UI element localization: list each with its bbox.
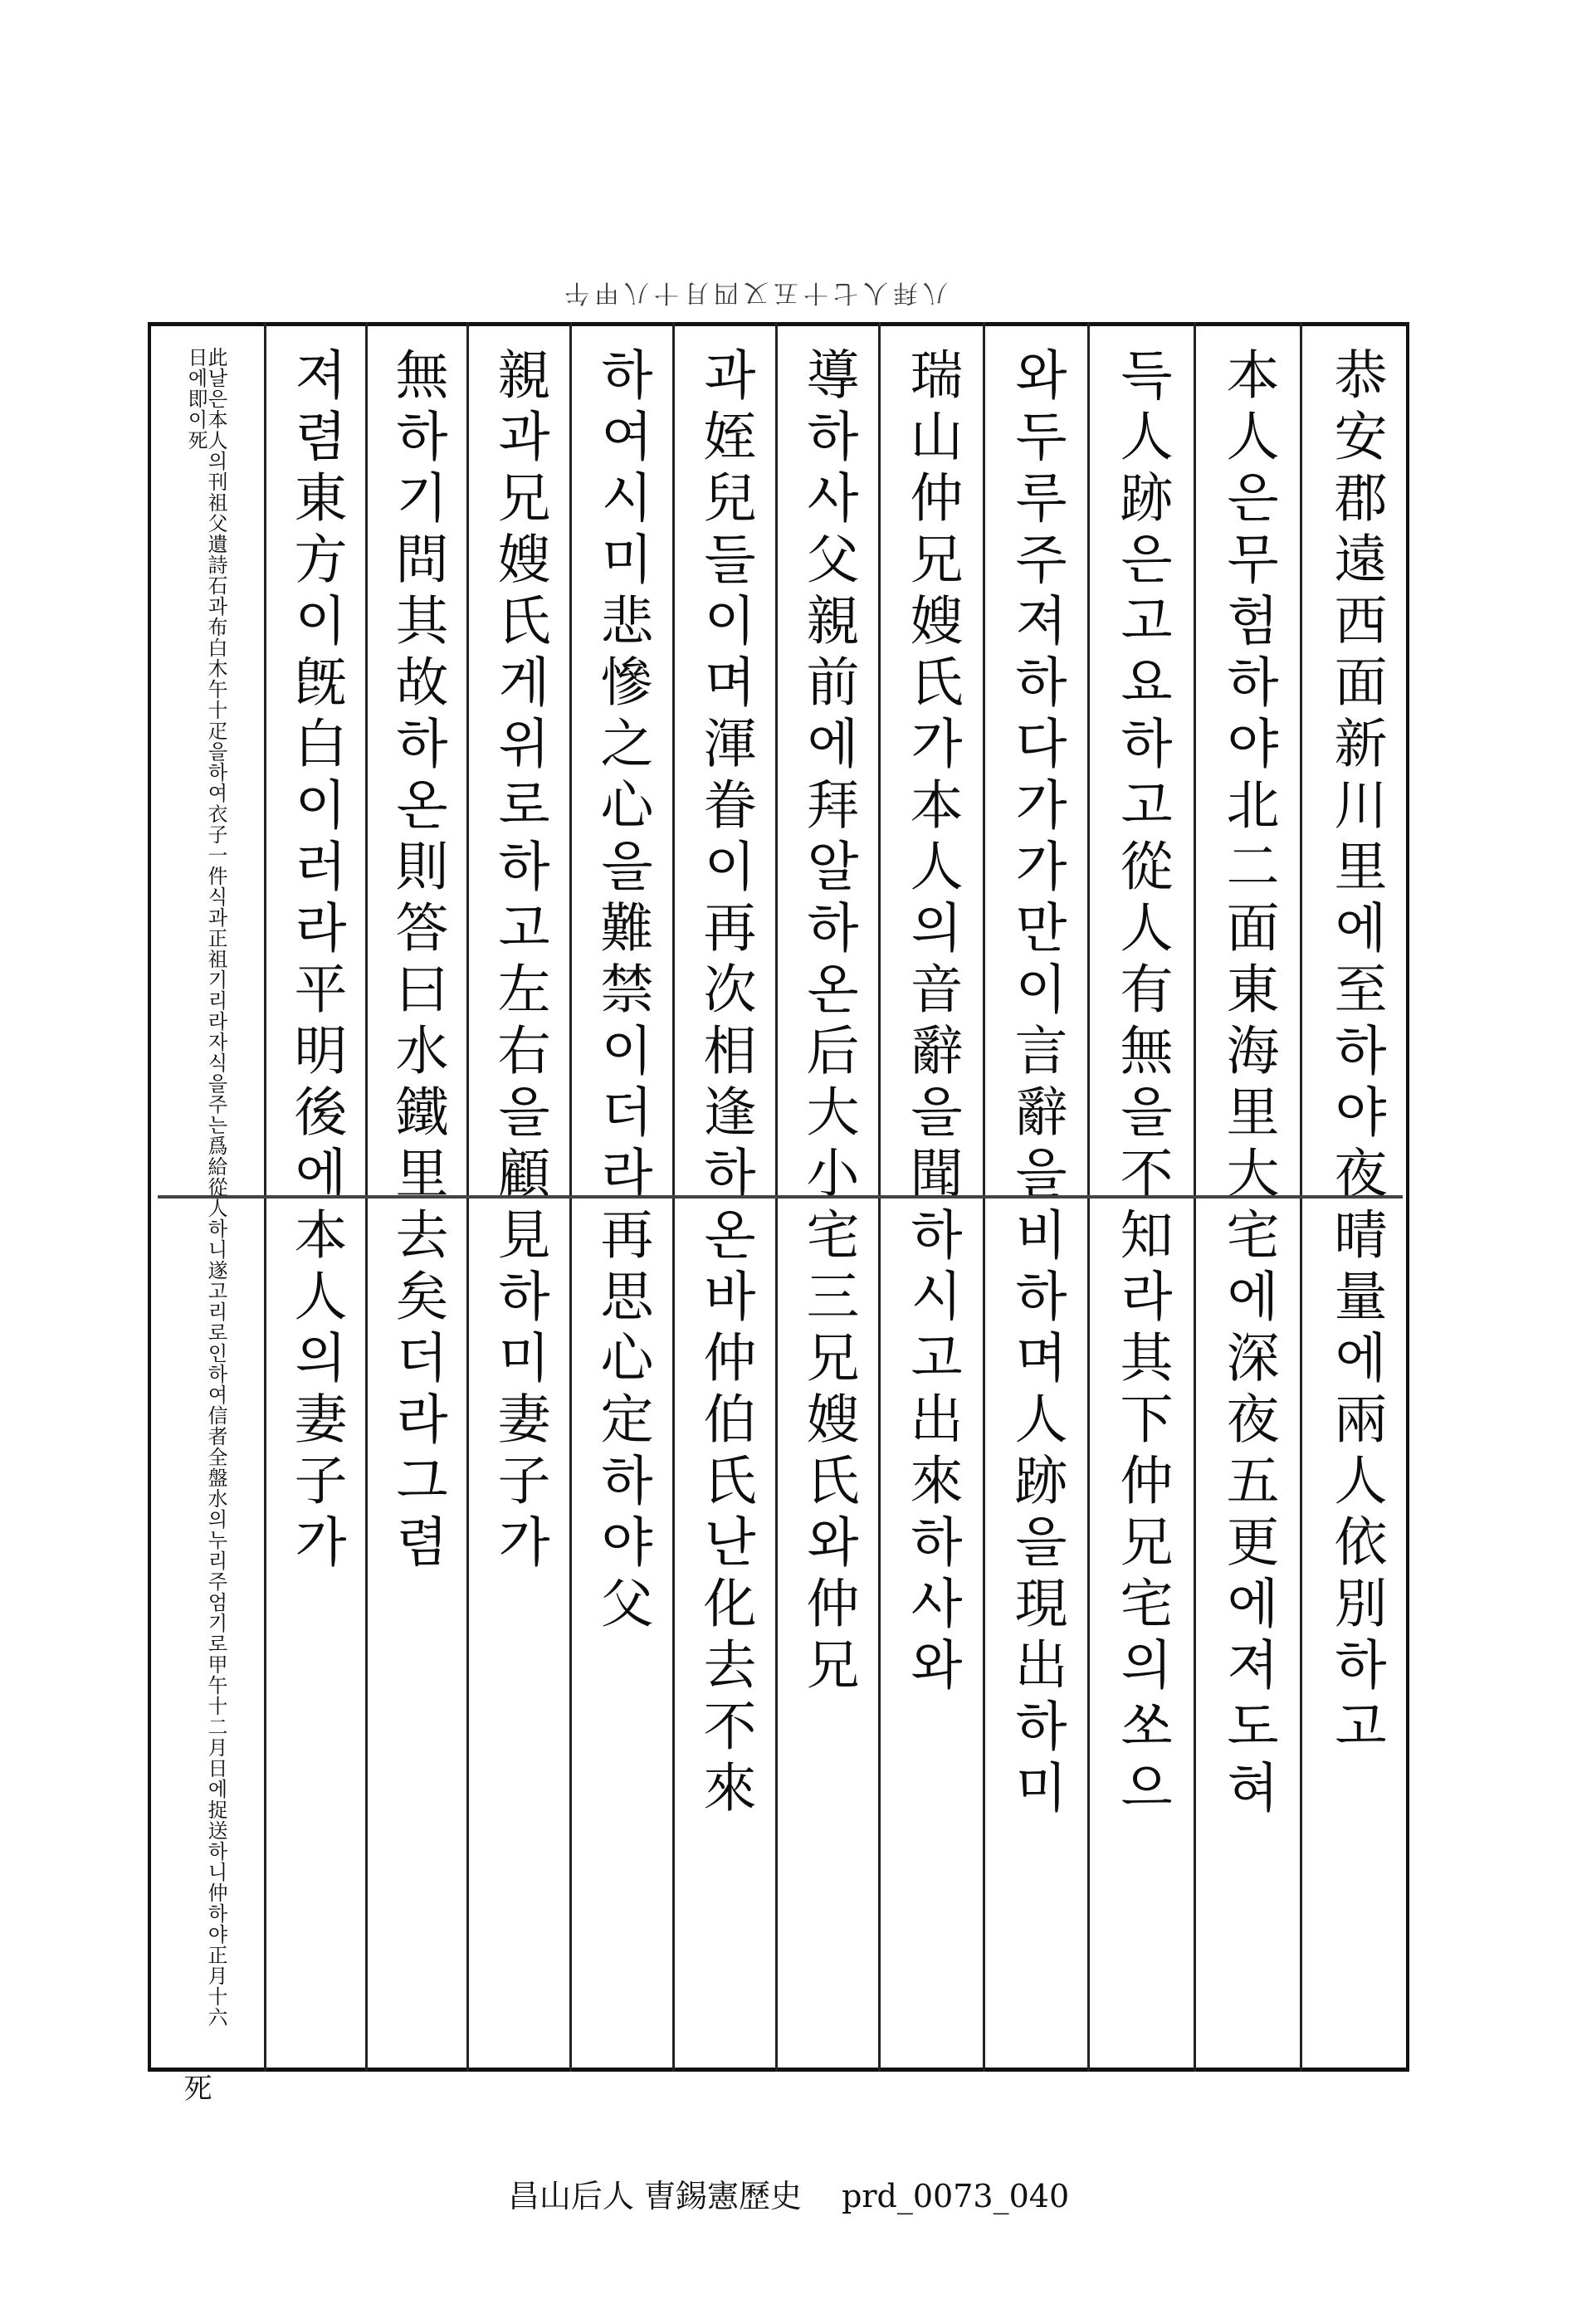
top-margin-note: 八拜人七十五又四月十八甲午 bbox=[559, 278, 948, 307]
column-10-text: 無하기問其故하온則答曰水鐵里去矣더라그렴 bbox=[386, 347, 448, 1575]
column-6-text: 導하사父親前에拜알하온后大小宅三兄嫂氏와仲兄 bbox=[797, 347, 859, 1698]
end-mark: 死 bbox=[178, 2073, 212, 2102]
column-11-text: 져렴東方이旣白이러라平明後에本人의妻子가 bbox=[285, 347, 347, 1575]
column-4-text: 와두루주져하다가가만이言辭을비하며人跡을現出하미 bbox=[1005, 347, 1067, 1821]
footer-page-id: prd_0073_040 bbox=[842, 2178, 1070, 2214]
column-3-text: 득人跡은고요하고從人有無을不知라其下仲兄宅의쏘으 bbox=[1111, 347, 1173, 1821]
column-5-text: 瑞山仲兄嫂氏가本人의音辭을聞하시고出來하사와 bbox=[901, 347, 963, 1698]
footer-title: 昌山后人 曺錫憲歷史 bbox=[507, 2178, 802, 2214]
column-7-text: 과姪兒들이며渾眷이再次相逢하온바仲伯氏난化去不來 bbox=[694, 347, 756, 1821]
column-1-text: 恭安郡遠西面新川里에至하야夜晴量에兩人依別하고 bbox=[1325, 347, 1387, 1760]
column-9-text: 親과兄嫂氏게위로하고左右을顧見하미妻子가 bbox=[488, 347, 550, 1575]
page-footer bbox=[0, 2170, 1577, 2220]
column-8-text: 하여시미悲慘之心을難禁이더라再思心定하야父 bbox=[591, 347, 653, 1637]
column-12-text: 此날은本人의刊祖父遺詩石과布白木午十疋을하여衣子一件식과正祖기리라자식을주는爲給從人하니遂고리로인하여信者全盤水의누리주엄기로甲午十二月日에捉送하니仲하야正月十六日에即이死 bbox=[184, 347, 227, 2028]
column-2-text: 本人은무험하야北二面東海里大宅에深夜五更에져도혀 bbox=[1217, 347, 1279, 1821]
page-fold-line bbox=[158, 1195, 1403, 1199]
